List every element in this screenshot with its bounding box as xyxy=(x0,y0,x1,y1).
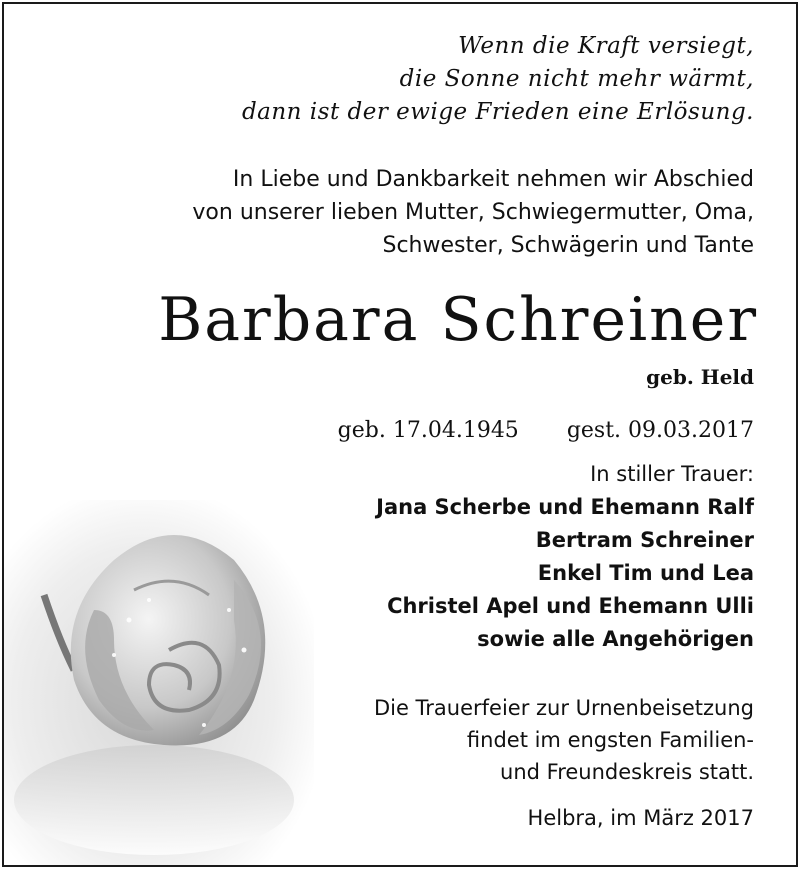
poem xyxy=(242,30,754,129)
mourning-lead: In stiller Trauer: xyxy=(590,462,754,486)
birth-date: geb. 17.04.1945 xyxy=(337,418,519,443)
place-date: Helbra, im März 2017 xyxy=(527,806,754,830)
mourners-list xyxy=(376,458,754,656)
deceased-name: Barbara Schreiner xyxy=(158,285,758,355)
service-line: findet im engsten Familien- xyxy=(466,728,754,752)
mourner-name: Bertram Schreiner xyxy=(535,528,754,552)
mourner-name: Jana Scherbe und Ehemann Ralf xyxy=(376,495,754,519)
service-info xyxy=(374,692,754,788)
rose-image xyxy=(4,500,314,865)
poem-line: die Sonne nicht mehr wärmt, xyxy=(399,66,754,92)
intro-line: In Liebe und Dankbarkeit nehmen wir Abschied xyxy=(232,167,754,192)
intro-line: von unserer lieben Mutter, Schwiegermutter, Oma, xyxy=(192,200,754,225)
service-line: Die Trauerfeier zur Urnenbeisetzung xyxy=(373,696,754,720)
intro-line: Schwester, Schwägerin und Tante xyxy=(382,233,754,258)
mourner-name: sowie alle Angehörigen xyxy=(477,627,754,651)
farewell-intro xyxy=(192,163,754,262)
mourner-name: Enkel Tim und Lea xyxy=(537,561,754,585)
poem-line: Wenn die Kraft versiegt, xyxy=(458,33,754,59)
mourner-name: Christel Apel und Ehemann Ulli xyxy=(387,594,754,618)
maiden-name: geb. Held xyxy=(646,365,754,389)
life-dates xyxy=(338,415,754,447)
death-date: gest. 09.03.2017 xyxy=(566,418,754,443)
poem-line: dann ist der ewige Frieden eine Erlösung. xyxy=(241,99,754,125)
service-line: und Freundeskreis statt. xyxy=(500,760,754,784)
